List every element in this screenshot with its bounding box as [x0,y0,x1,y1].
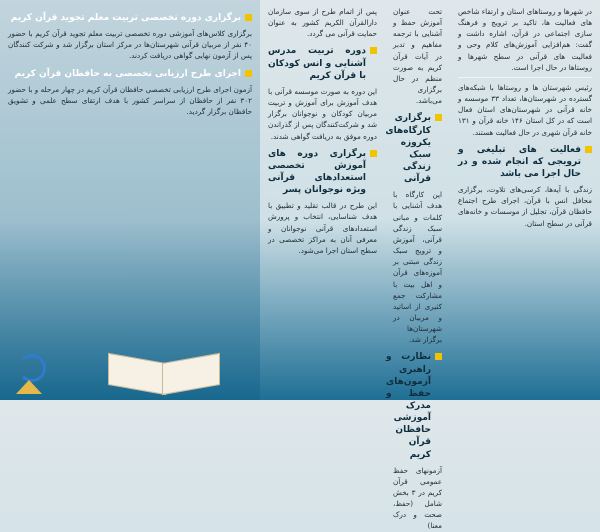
col4-heading-2: اجرای طرح ارزیابی تخصصی به حافظان قرآن کریم [8,68,252,80]
column-second [385,0,450,531]
col4-bottom-text: آزمون اجرای طرح ارزیابی تخصصی حافظان قرآن کریم در چهار مرحله و با حضور ۳۰۲ نفر از حافظان از سراسر کشور با هدف ارتقای سطح علمی و تشویق حافظان برگزار گردید. [8,84,252,117]
col2-heading-1: برگزاری کارگاه‌های یکروزه سبک زندگی قرآنی [393,112,442,185]
col3-heading-1: دوره تربیت مدرس آشنایی و انس کودکان با قرآن کریم [268,45,377,81]
column-left [0,0,260,400]
col4-top-text: برگزاری کلاس‌های آموزشی دوره تخصصی تربیت معلم تجوید قرآن کریم با حضور ۴۰ نفر از مربیان قرآنی شهرستان‌ها در مرکز استان برگزار شد و شرکت کنندگان پس از آزمون نهایی گواهی دریافت کردند. [8,29,252,61]
col3-bottom-text: این طرح در قالب تقلید و تطبیق با هدف شناسایی، انتخاب و پرورش استعدادهای قرآنی نوجوانان و معرفی آنان به مراکز تخصصی در سطح استان اجرا می‌شود. [268,201,377,255]
col3-mid-text: این دوره به صورت موسسه قرآنی با هدف آموزش برای آموزش و تربیت مربیان کودکان و نوجوانان برگزار شد و شرکت‌کنندگان پس از گذراندن دوره موفق به دریافت گواهی شدند. [268,86,377,141]
bullet-square-icon [370,150,377,157]
bullet-square-icon [245,14,252,21]
book-right-page [162,353,220,395]
col1-bottom-text: زندگی با آیه‌ها، کرسی‌های تلاوت، برگزاری محافل انس با قرآن، اجرای طرح اجتماع حافظان قرآن، تجلیل از موسسات و خانه‌های قرآنی در سطح استان. [458,185,592,228]
col4-heading-1: برگزاری دوره تخصصی تربیت معلم تجوید قرآن کریم [8,12,252,24]
bullet-square-icon [435,353,442,360]
col2-heading-2: نظارت و راهبری آزمون‌های حفظ و مدرک آموزشی حافظان قرآن کریم [393,351,442,460]
bullet-square-icon [435,114,442,121]
col1-heading: فعالیت های تبلیغی و ترویجی که انجام شده و در حال اجرا می باشد [458,144,592,180]
logo-icon [12,354,46,394]
col2-mid-text: این کارگاه با هدف آشنایی با کلمات و مبانی سبک زندگی قرآنی، آموزش و ترویج سبک زندگی مبتنی بر آموزه‌های قرآن و اهل بیت با مشارکت جمع کثیری از اساتید و مربیان در شهرستان‌ها برگزار شد. [393,190,442,345]
col1-top-text: در شهرها و روستاهای استان و ارتقاء شاخص های فعالیت ها، تاکید بر ترویج و فرهنگ سازی اجتماعی در قرآن، اشاره داشت و گفت: هم‌افزایی آموزش‌های کلام وحی و فعالیت های قرآنی در سطح شهرها و روستاها در حال اجرا است. [458,7,592,72]
col1-mid-text: رئیس شهرستان ها و روستاها با شبکه‌های گسترده در شهرستان‌ها، تعداد ۳۳ موسسه و خانه قرآنی در شهرستان‌های استان فعال است که در کل استان ۱۴۶ خانه قرآن و ۱۳۱ خانه قرآن شهری در حال فعالیت هستند. [458,82,593,137]
col3-heading-2: برگزاری دوره های آموزش تخصصی استعدادهای قرآنی ویژه نوجوانان پسر [268,148,377,197]
col2-bottom-text: آزمونهای حفظ عمومی قرآن کریم در ۳ بخش شامل (حفظ، صحت و درک معنا) [393,465,442,531]
bullet-square-icon [585,146,592,153]
bullet-square-icon [245,70,252,77]
column-third [260,0,385,400]
bullet-square-icon [370,47,377,54]
open-book-image [100,340,220,400]
column-right [450,0,600,400]
divider [458,77,592,78]
book-left-page [108,353,166,395]
col3-top-text: پس از اتمام طرح از سوی سازمان دارالقرآن الکریم کشور به عنوان حمایت قرآنی می گردد. [268,7,377,39]
col2-top-text: تحت عنوان آموزش حفظ و آشنایی با ترجمه مفاهیم و تدبر در آیات قرآن کریم به صورت منظم در حال برگزاری می‌باشد. [393,7,442,106]
